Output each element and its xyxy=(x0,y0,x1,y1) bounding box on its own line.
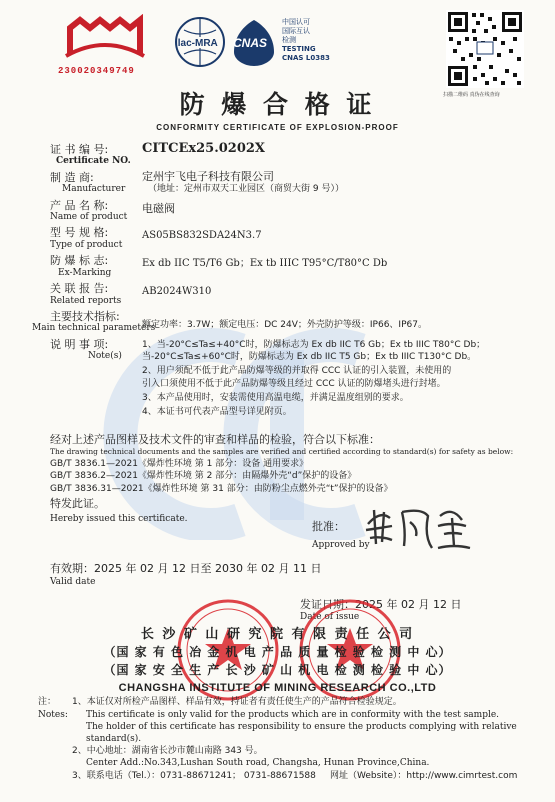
cert-no-label: 证 书 编 号: xyxy=(50,143,109,156)
notes-label-en: Note(s) xyxy=(88,351,122,361)
cnas-line-2: 国际互认 xyxy=(282,27,310,35)
footer-note-1: 1、本证仅对所检产品图样、样品有效，持证者有责任使生产的产品符合检验规定。 xyxy=(72,697,402,707)
note-item: 引入口须使用不低于此产品防爆等级且经过 CCC 认证的防爆堵头进行封堵。 xyxy=(142,379,446,389)
footer-note-3: 3、联系电话（Tel.）：0731-88671241； 0731-88671588 xyxy=(72,771,316,781)
product-label: 产 品 名 称: xyxy=(50,199,109,212)
cert-no-label-en: Certificate NO. xyxy=(56,156,131,166)
cnas-line-5: CNAS L0383 xyxy=(282,54,330,62)
signature-icon xyxy=(362,500,474,554)
manufacturer-label: 制 造 商: xyxy=(50,171,94,184)
reports-label: 关 联 报 告: xyxy=(50,282,109,295)
footer-website[interactable]: 网址（Website）：http://www.cimrtest.com xyxy=(330,771,518,781)
issue-date: 发证日期：2025 年 02 月 12 日 xyxy=(300,598,462,611)
page-title: 防 爆 合 格 证 xyxy=(179,90,376,119)
marking-label: 防 爆 标 志: xyxy=(50,254,109,267)
footer-note-1-en-a: This certificate is only valid for the products which are in conformity with the test sample. xyxy=(86,710,500,720)
type-label-en: Type of product xyxy=(50,240,123,250)
issuer-name-en: CHANGSHA INSTITUTE OF MINING RESEARCH CO.,LTD xyxy=(118,682,437,694)
note-item: 4、本证书可代表产品型号详见附页。 xyxy=(142,407,292,417)
type-value: AS05BS832SDA24N3.7 xyxy=(142,230,262,241)
type-label: 型 号 规 格: xyxy=(50,226,109,239)
cnas-line-4: TESTING xyxy=(282,45,316,53)
issued-text: 特发此证。 xyxy=(50,497,105,510)
approval-label: 批准： xyxy=(312,520,345,533)
standards-list xyxy=(50,459,393,496)
standards-intro: 经对上述产品图样及技术文件的审查和样品的检验，符合以下标准： xyxy=(50,433,380,446)
cnas-caption xyxy=(282,18,330,63)
footer-notes-label: 注： xyxy=(38,697,57,707)
params-label-en: Main technical parameters xyxy=(32,323,156,333)
reports-label-en: Related reports xyxy=(50,296,122,306)
marking-value: Ex db IIC T5/T6 Gb；Ex tb IIIC T95°C/T80°C Db xyxy=(142,258,388,269)
cma-number: 230020349749 xyxy=(58,66,135,76)
page-subtitle: CONFORMITY CERTIFICATE OF EXPLOSION-PROOF xyxy=(156,123,399,132)
notes-label: 说 明 事 项: xyxy=(50,338,109,351)
cnas-line-1: 中国认可 xyxy=(282,18,310,26)
note-item: 3、本产品使用时，安装需使用高温电缆，并满足温度组别的要求。 xyxy=(142,393,409,403)
cnas-text: CNAS xyxy=(233,36,268,50)
note-item: 1、当-20°C≤Ta≤+40°C时，防爆标志为 Ex db IIC T6 Gb；Ex tb IIIC T80°C Db； xyxy=(142,340,486,350)
cnas-line-3: 检测 xyxy=(282,36,296,44)
ilac-mra-text: ilac-MRA xyxy=(175,38,218,49)
standard-item: GB/T 3836.2—2021《爆炸性环境 第 2 部分：由隔爆外壳“d”保护的设备》 xyxy=(50,471,357,481)
valid-date: 有效期：2025 年 02 月 12 日至 2030 年 02 月 11 日 xyxy=(50,562,322,575)
standards-intro-en: The drawing technical documents and the samples are verified and certified according to standard(s) for safety as below: xyxy=(50,447,514,456)
params-label: 主要技术指标: xyxy=(50,310,120,323)
footer-note-2-en: Center Add.:No.343,Lushan South road, Changsha, Hunan Province,China. xyxy=(86,758,430,768)
manufacturer-address: （地址：定州市双天工业园区（商贸大街 9 号）） xyxy=(148,184,344,194)
footer-note-2: 2、中心地址：湖南省长沙市麓山南路 343 号。 xyxy=(72,746,263,756)
footer-note-1-en-b: The holder of this certificate has responsibility to ensure the products complying with relative xyxy=(86,722,517,732)
approval-label-en: Approved by xyxy=(312,540,370,550)
footer-note-1-en-c: standard(s). xyxy=(86,734,142,744)
reports-value: AB2024W310 xyxy=(142,286,212,297)
params-value: 额定功率：3.7W；额定电压：DC 24V；外壳防护等级：IP66、IP67。 xyxy=(142,320,427,330)
manufacturer-value: 定州宇飞电子科技有限公司 xyxy=(142,170,274,183)
footer-notes-label-en: Notes: xyxy=(38,710,68,720)
note-item: 2、用户须配不低于此产品防爆等级的并取得 CCC 认证的引入装置，未使用的 xyxy=(142,366,452,376)
issuer-center-1: （国 家 有 色 冶 金 机 电 产 品 质 量 检 验 检 测 中 心） xyxy=(103,645,452,659)
issuer-center-2: （国 家 安 全 生 产 长 沙 矿 山 机 电 检 测 检 验 中 心） xyxy=(103,663,452,677)
note-item: 当-20°C≤Ta≤+60°C时，防爆标志为 Ex db IIC T5 Gb；Ex tb IIIC T130°C Db。 xyxy=(142,352,477,362)
issue-date-en: Date of issue xyxy=(300,612,360,622)
valid-date-en: Valid date xyxy=(50,577,96,587)
marking-label-en: Ex-Marking xyxy=(58,268,112,278)
notes-list xyxy=(142,340,537,419)
cert-no-value: CITCEx25.0202X xyxy=(142,141,265,156)
qr-caption: 扫描二维码 真伪在线查询 xyxy=(443,92,500,98)
standard-item: GB/T 3836.1—2021《爆炸性环境 第 1 部分：设备 通用要求》 xyxy=(50,459,309,469)
product-label-en: Name of product xyxy=(50,212,128,222)
cma-logo-icon xyxy=(60,14,150,62)
standard-item: GB/T 3836.31—2021《爆炸性环境 第 31 部分：由防粉尘点燃外壳“t”保护的设备》 xyxy=(50,484,393,494)
product-value: 电磁阀 xyxy=(142,202,175,215)
qr-code-icon[interactable] xyxy=(446,10,524,88)
issued-text-en: Hereby issued this certificate. xyxy=(50,514,188,524)
issuer-name: 长 沙 矿 山 研 究 院 有 限 责 任 公 司 xyxy=(140,627,415,642)
manufacturer-label-en: Manufacturer xyxy=(62,184,126,194)
